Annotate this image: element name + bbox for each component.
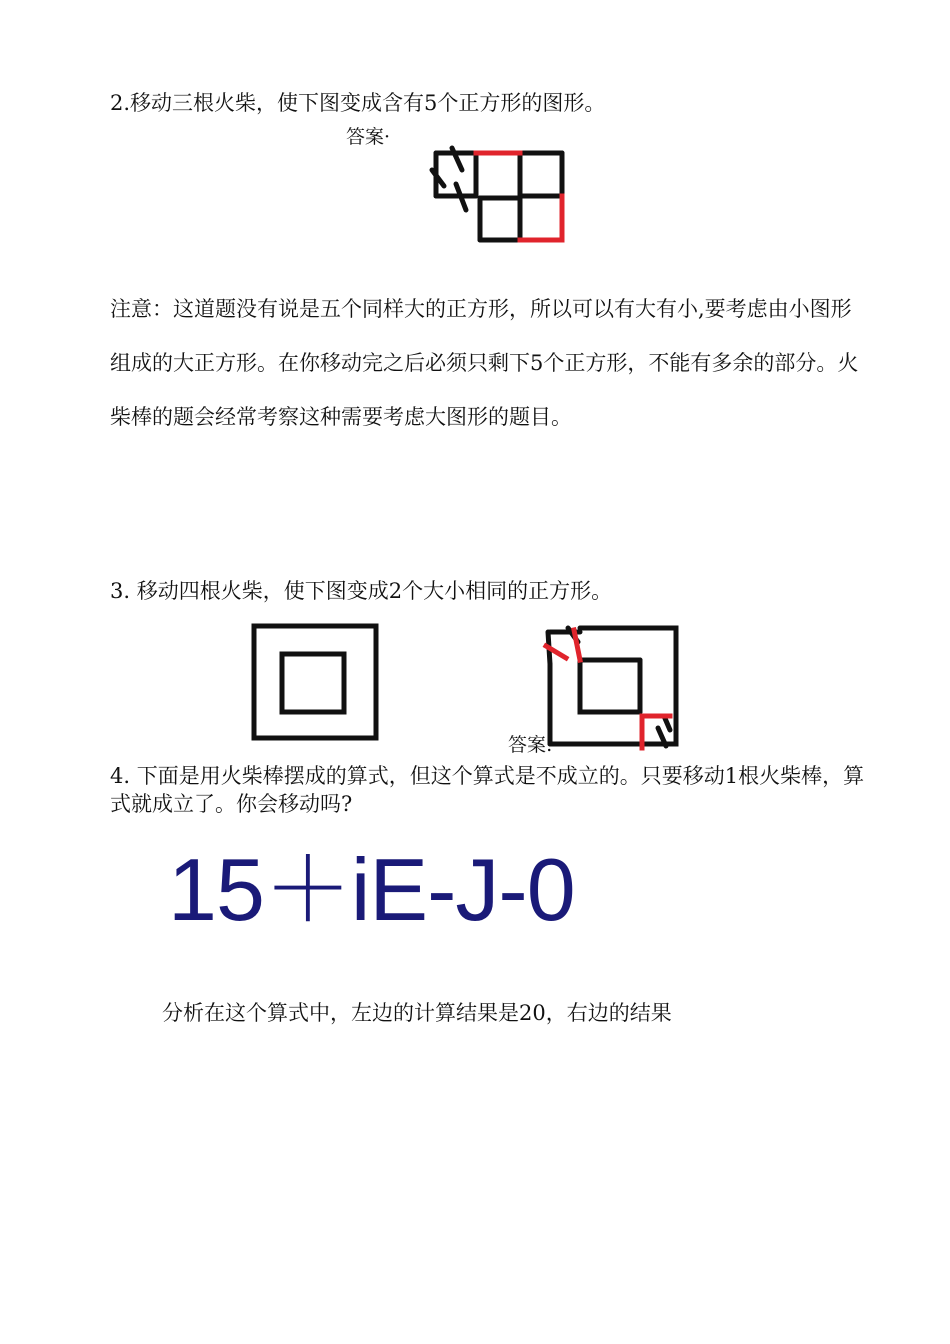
- q3-answer-label: 答案:: [508, 734, 553, 756]
- q3-original-figure: [250, 622, 380, 742]
- q3-answer-figure: [540, 624, 680, 754]
- q4-analysis: 分析在这个算式中，左边的计算结果是20，右边的结果: [162, 1001, 672, 1025]
- q3-title: 3. 移动四根火柴，使下图变成2个大小相同的正方形。: [110, 579, 613, 603]
- q2-black-sticks: [432, 148, 562, 240]
- q3-red-sticks: [546, 630, 670, 748]
- q4-equation: 15＋iE-J-0: [168, 840, 575, 939]
- q2-answer-figure: [428, 148, 568, 248]
- q4-title: 4. 下面是用火柴棒摆成的算式，但这个算式是不成立的。只要移动1根火柴棒，算式就成立了。你会移动吗?: [110, 764, 865, 816]
- q2-title: 2.移动三根火柴，使下图变成含有5个正方形的图形。: [110, 91, 606, 115]
- q3-black-sticks: [548, 628, 676, 746]
- q2-answer-label: 答案·: [346, 126, 391, 148]
- q2-note: 注意：这道题没有说是五个同样大的正方形，所以可以有大有小,要考虑由小图形组成的大正方形。在你移动完之后必须只剩下5个正方形，不能有多余的部分。火柴棒的题会经常考察这种需要考虑大图形的题目。: [110, 297, 859, 429]
